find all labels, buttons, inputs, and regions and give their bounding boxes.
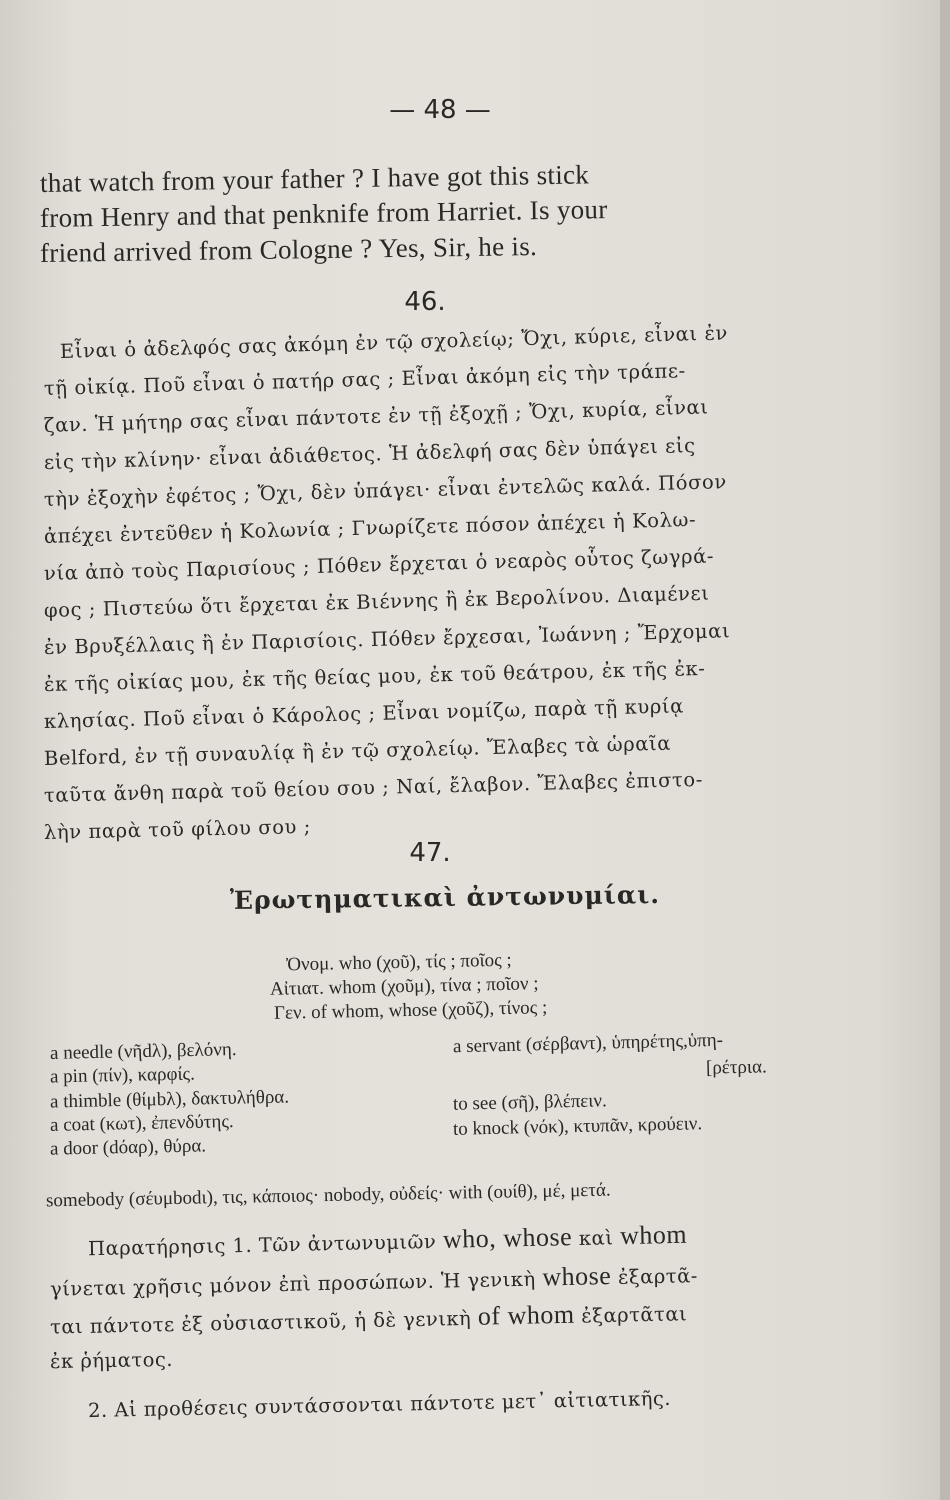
note-line bbox=[88, 1384, 672, 1426]
note-english: whom bbox=[619, 1219, 688, 1251]
vocab-entry: a pin (πίν), καρφίς. bbox=[49, 1063, 196, 1088]
vocab-entry: a door (dόαρ), θύρα. bbox=[49, 1135, 207, 1160]
vocab-entry: a coat (κωτ), ἐπενδύτης. bbox=[49, 1111, 234, 1136]
vocab-entry: [ρέτρια. bbox=[705, 1056, 767, 1079]
note-text: ἐκ ῥήματος. bbox=[49, 1347, 174, 1374]
text-line: εἰς τὴν κλίνην· εἶναι ἀδιάθετος. Ἡ ἀδελφή σας δὲν ὑπάγει εἰς bbox=[43, 433, 696, 474]
text-line: ἀπέχει ἐντεῦθεν ἡ Κολωνία ; Γνωρίζετε πόσον ἀπέχει ἡ Κολω- bbox=[43, 507, 697, 548]
text-line: friend arrived from Cologne ? Yes, Sir, he is. bbox=[39, 231, 538, 268]
note-english: who, whose bbox=[442, 1222, 573, 1254]
text-line: ἐκ τῆς οἰκίας μου, ἐκ τῆς θείας μου, ἐκ τοῦ θεάτρου, ἐκ τῆς ἐκ- bbox=[43, 656, 706, 696]
text-line: φος ; Πιστεύω ὅτι ἔρχεται ἐκ Βιέννης ἢ ἐκ Βερολίνου. Διαμένει bbox=[43, 581, 710, 622]
text-line: νία ἀπὸ τοὺς Παρισίους ; Πόθεν ἔρχεται ὁ νεαρὸς οὗτος ζωγρά- bbox=[43, 544, 715, 585]
note-text: γίνεται χρῆσις μόνον ἐπὶ προσώπων. Ἡ γενικὴ bbox=[49, 1267, 543, 1301]
exercise-number-47: 47. bbox=[409, 838, 451, 868]
note-text: ἐξαρτᾶται bbox=[574, 1302, 688, 1328]
note-english: whose bbox=[541, 1261, 612, 1292]
text-line: Εἶναι ὁ ἀδελφός σας ἀκόμη ἐν τῷ σχολείῳ; Ὄχι, κύριε, εἶναι ἐν bbox=[59, 321, 729, 363]
vocab-entry: a thimble (θίμbλ), δακτυλήθρα. bbox=[49, 1086, 290, 1113]
page-binding-edge bbox=[940, 0, 950, 1500]
vocab-entry: a servant (σέρβαντ), ὑπηρέτης,ὑπη- bbox=[452, 1029, 724, 1058]
note-english: of whom bbox=[477, 1299, 575, 1331]
text-line: λὴν παρὰ τοῦ φίλου σου ; bbox=[43, 814, 312, 844]
text-line: ταῦτα ἄνθη παρὰ τοῦ θείου σου ; Ναί, ἔλαβον. Ἔλαβες ἐπιστο- bbox=[43, 767, 704, 807]
text-line: that watch from your father ? I have got this stick bbox=[39, 159, 590, 198]
text-line: from Henry and that penknife from Harriet. Is your bbox=[39, 194, 608, 233]
vocab-entry: somebody (σέυμbodι), τις, κάποιος· nobody, οὐδείς· with (ουίθ), μέ, μετά. bbox=[45, 1179, 611, 1212]
page-number: — 48 — bbox=[389, 95, 491, 125]
note-text: 2. Αἱ προθέσεις συντάσσονται πάντοτε μετ᾽ αἰτιατικῆς. bbox=[87, 1386, 672, 1423]
text-line: ἐν Βρυξέλλαις ἢ ἐν Παρισίοις. Πόθεν ἔρχεσαι, Ἰωάννη ; Ἔρχομαι bbox=[43, 619, 731, 659]
vocab-entry: a needle (νῆdλ), βελόνη. bbox=[49, 1039, 237, 1064]
note-text: Παρατήρησις 1. Τῶν ἀντωνυμιῶν bbox=[87, 1229, 444, 1261]
note-text: ἐξαρτᾶ- bbox=[611, 1264, 699, 1290]
note-line bbox=[50, 1345, 174, 1377]
declension-line: Γεν. of whom, whose (χοῦζ), τίνος ; bbox=[273, 997, 548, 1024]
exercise-number-46: 46. bbox=[404, 287, 446, 317]
note-line bbox=[50, 1297, 688, 1342]
text-line: ζαν. Ἡ μήτηρ σας εἶναι πάντοτε ἐν τῇ ἐξοχῇ ; Ὄχι, κυρία, εἶναι bbox=[43, 395, 709, 437]
text-line: κλησίας. Ποῦ εἶναι ὁ Κάρολος ; Εἶναι νομίζω, παρὰ τῇ κυρίᾳ bbox=[43, 694, 685, 733]
note-line bbox=[50, 1259, 698, 1305]
text-line: Belford, ἐν τῇ συναυλίᾳ ἢ ἐν τῷ σχολείῳ. Ἔλαβες τὰ ὡραῖα bbox=[43, 731, 672, 770]
text-line: τὴν ἐξοχὴν ἐφέτος ; Ὄχι, δὲν ὑπάγει· εἶναι ἐντελῶς καλά. Πόσον bbox=[43, 470, 728, 511]
section-heading: Ἐρωτηματικαὶ ἀντωνυμίαι. bbox=[229, 880, 661, 915]
note-text: ται πάντοτε ἐξ οὐσιαστικοῦ, ἡ δὲ γενικὴ bbox=[49, 1306, 479, 1339]
vocab-entry: to see (σῆ), βλέπειν. bbox=[452, 1090, 607, 1115]
text-line: τῇ οἰκίᾳ. Ποῦ εἶναι ὁ πατήρ σας ; Εἶναι ἀκόμη εἰς τὴν τράπε- bbox=[43, 359, 687, 400]
declension-line: Αἰτιατ. whom (χοῦμ), τίνα ; ποῖον ; bbox=[269, 973, 539, 1000]
vocab-entry: to knock (νόκ), κτυπᾶν, κρούειν. bbox=[452, 1113, 703, 1140]
note-text: καὶ bbox=[571, 1226, 621, 1251]
declension-line: Ὀνομ. who (χοῦ), τίς ; ποῖος ; bbox=[285, 949, 512, 976]
note-line bbox=[88, 1220, 688, 1265]
